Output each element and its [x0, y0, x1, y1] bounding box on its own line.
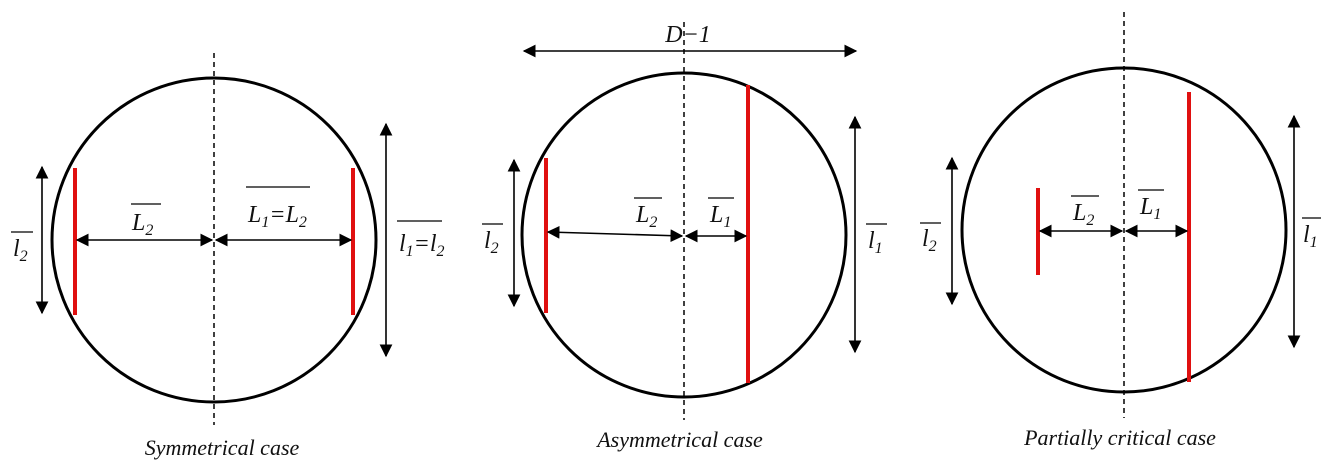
caption-asymmetrical: Asymmetrical case [597, 427, 763, 452]
left-length-label: $l_2$ [922, 226, 937, 255]
left-distance-arrow [548, 232, 682, 236]
caption-partially-critical: Partially critical case [1024, 425, 1216, 450]
left-distance-label: $L_2$ [1073, 200, 1095, 229]
right-distance-label: $L_1$ [1140, 194, 1162, 223]
right-distance-label: $L_1$ [710, 202, 732, 231]
panel-asymmetrical [482, 22, 887, 452]
left-distance-label: $L_2$ [132, 210, 154, 239]
left-distance-label: $L_2$ [636, 202, 658, 231]
left-length-label: $l_2$ [484, 228, 499, 257]
right-length-label: $l_1$ [1303, 222, 1318, 251]
left-length-label: $l_2$ [13, 236, 28, 265]
right-distance-label: $L_1=L_2$ [248, 202, 307, 231]
right-length-label: $l_1=l_2$ [399, 231, 445, 260]
diameter-label: D−1 [665, 22, 711, 48]
panel-partially-critical [920, 12, 1321, 450]
right-length-label: $l_1$ [868, 228, 883, 257]
panel-symmetrical [11, 53, 445, 460]
caption-symmetrical: Symmetrical case [144, 435, 300, 460]
